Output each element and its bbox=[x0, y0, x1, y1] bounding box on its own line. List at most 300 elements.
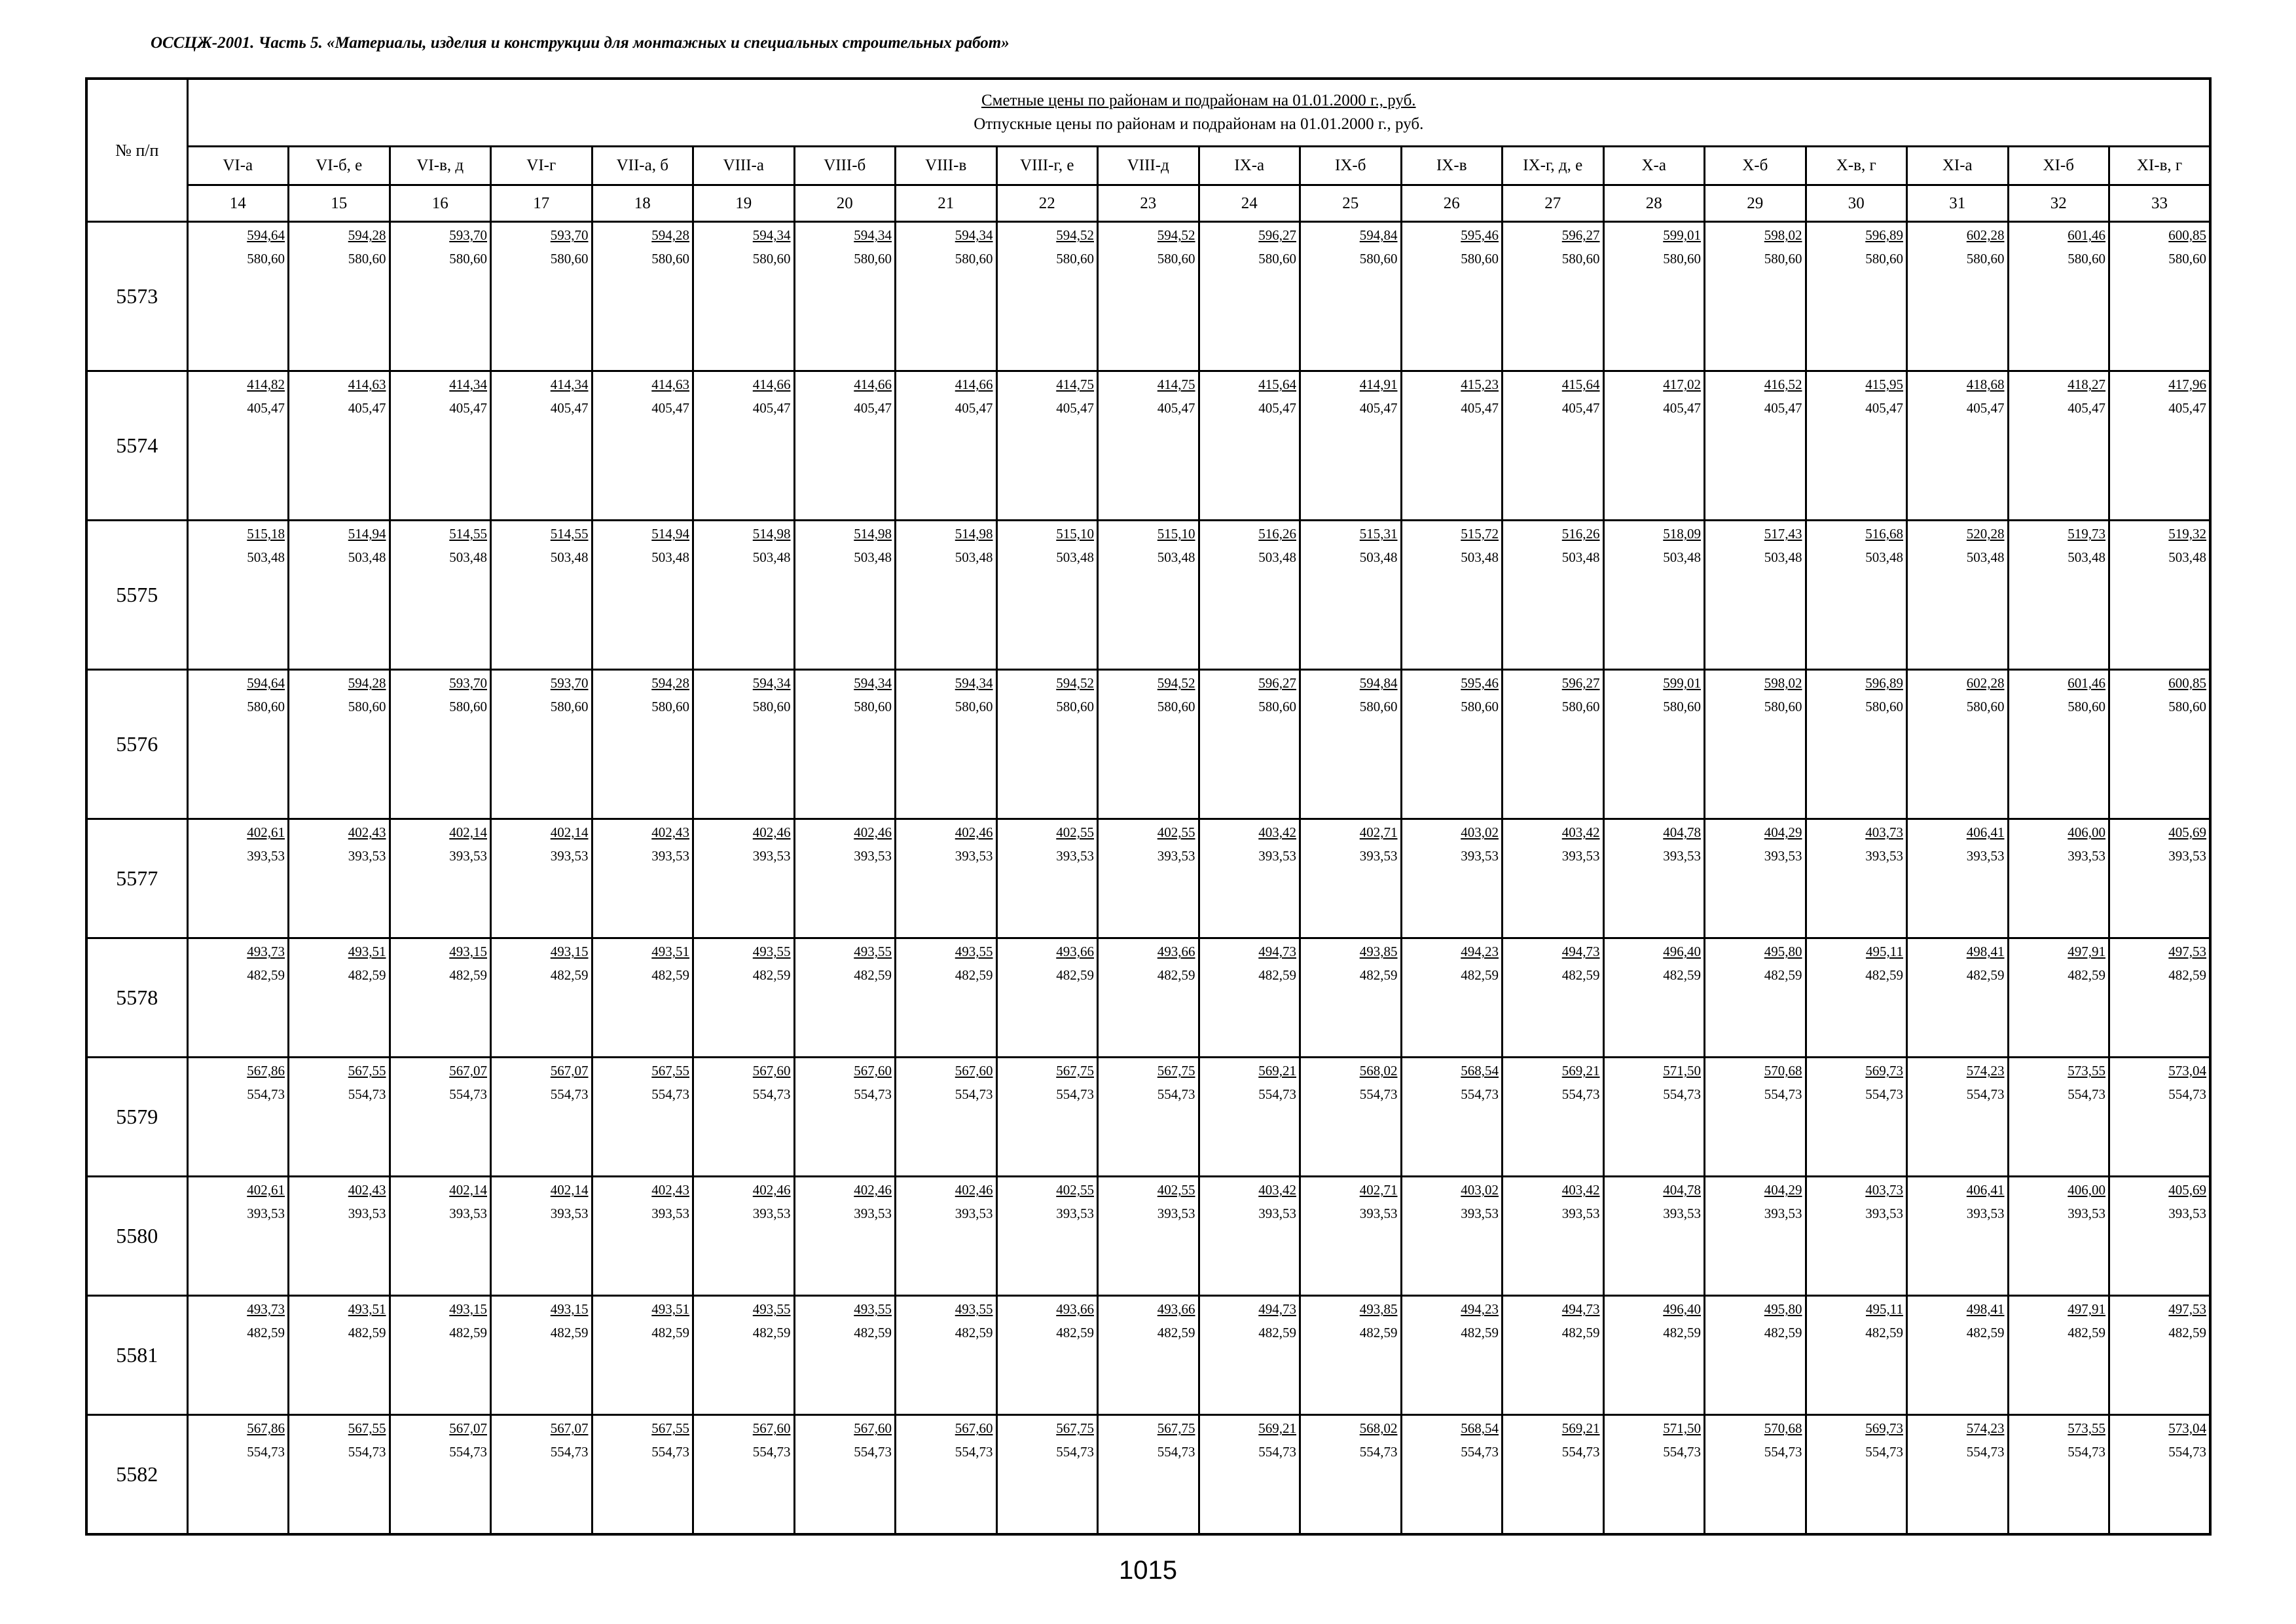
estimate-price: 493,55 bbox=[955, 944, 993, 959]
release-price: 554,73 bbox=[651, 1086, 689, 1102]
estimate-price: 403,02 bbox=[1461, 824, 1499, 840]
release-price: 405,47 bbox=[1359, 400, 1398, 416]
release-price: 482,59 bbox=[550, 967, 589, 983]
estimate-price: 493,51 bbox=[651, 944, 689, 959]
release-price: 554,73 bbox=[955, 1444, 993, 1460]
table-row bbox=[86, 1177, 2210, 1296]
price-cell bbox=[592, 938, 693, 1058]
release-price: 393,53 bbox=[1663, 848, 1701, 864]
column-number: 26 bbox=[1401, 185, 1503, 222]
region-header: VIII-в bbox=[896, 147, 997, 185]
column-number: 16 bbox=[390, 185, 491, 222]
price-cell bbox=[1401, 1415, 1503, 1535]
region-header: VIII-а bbox=[693, 147, 795, 185]
estimate-price: 594,34 bbox=[752, 227, 791, 243]
price-cell bbox=[1705, 371, 1806, 521]
price-cell bbox=[1503, 1296, 1604, 1415]
price-cell bbox=[1705, 521, 1806, 670]
release-price: 482,59 bbox=[1966, 1325, 2005, 1340]
price-cell bbox=[592, 1177, 693, 1296]
price-cell bbox=[1603, 819, 1705, 938]
price-cell bbox=[794, 819, 896, 938]
release-price: 554,73 bbox=[854, 1086, 892, 1102]
release-price: 393,53 bbox=[348, 1206, 386, 1221]
release-price: 405,47 bbox=[955, 400, 993, 416]
release-price: 393,53 bbox=[854, 1206, 892, 1221]
release-price: 482,59 bbox=[2168, 1325, 2207, 1340]
estimate-price: 414,75 bbox=[1056, 377, 1094, 392]
estimate-price: 404,78 bbox=[1663, 824, 1701, 840]
estimate-price: 514,98 bbox=[752, 526, 791, 542]
release-price: 554,73 bbox=[247, 1086, 285, 1102]
release-price: 482,59 bbox=[1258, 1325, 1296, 1340]
estimate-price: 594,34 bbox=[955, 675, 993, 691]
estimate-price: 493,51 bbox=[348, 1301, 386, 1317]
release-price: 482,59 bbox=[1561, 967, 1600, 983]
release-price: 554,73 bbox=[1561, 1086, 1600, 1102]
estimate-price: 498,41 bbox=[1966, 944, 2005, 959]
estimate-price: 493,55 bbox=[955, 1301, 993, 1317]
column-number: 30 bbox=[1806, 185, 1907, 222]
table-row bbox=[86, 521, 2210, 670]
release-price: 554,73 bbox=[1561, 1444, 1600, 1460]
price-cell bbox=[996, 670, 1098, 819]
estimate-price: 497,91 bbox=[2068, 1301, 2105, 1317]
price-cell bbox=[1603, 521, 1705, 670]
estimate-price: 514,98 bbox=[854, 526, 892, 542]
row-number: 5575 bbox=[86, 521, 187, 670]
estimate-price: 569,21 bbox=[1561, 1420, 1600, 1436]
price-cell bbox=[1199, 819, 1300, 938]
price-cell bbox=[896, 222, 997, 371]
price-cell bbox=[491, 222, 592, 371]
release-price: 482,59 bbox=[2068, 1325, 2105, 1340]
release-price: 580,60 bbox=[752, 251, 791, 267]
release-price: 482,59 bbox=[1561, 1325, 1600, 1340]
price-cell bbox=[592, 670, 693, 819]
price-cell bbox=[2008, 1058, 2109, 1177]
release-price: 580,60 bbox=[1865, 699, 1903, 714]
price-cell bbox=[1603, 938, 1705, 1058]
estimate-price: 402,55 bbox=[1056, 1182, 1094, 1198]
price-cell bbox=[2008, 1296, 2109, 1415]
row-number: 5577 bbox=[86, 819, 187, 938]
estimate-price: 514,55 bbox=[449, 526, 487, 542]
release-price: 393,53 bbox=[1056, 1206, 1094, 1221]
estimate-price: 403,73 bbox=[1865, 824, 1903, 840]
release-price: 405,47 bbox=[2168, 400, 2207, 416]
estimate-price: 416,52 bbox=[1764, 377, 1802, 392]
release-price: 482,59 bbox=[1157, 1325, 1195, 1340]
release-price: 393,53 bbox=[1764, 1206, 1802, 1221]
price-cell bbox=[491, 1177, 592, 1296]
price-cell bbox=[390, 938, 491, 1058]
price-cell bbox=[896, 819, 997, 938]
estimate-price: 414,63 bbox=[348, 377, 386, 392]
release-price: 554,73 bbox=[1359, 1086, 1398, 1102]
price-cell bbox=[1907, 1058, 2009, 1177]
price-cell bbox=[1300, 1177, 1402, 1296]
release-price: 554,73 bbox=[2068, 1444, 2105, 1460]
estimate-price: 516,68 bbox=[1865, 526, 1903, 542]
estimate-price: 402,46 bbox=[752, 824, 791, 840]
price-cell bbox=[1300, 1415, 1402, 1535]
release-price: 393,53 bbox=[1561, 848, 1600, 864]
estimate-price: 495,11 bbox=[1866, 944, 1903, 959]
release-price: 482,59 bbox=[1966, 967, 2005, 983]
estimate-price: 495,80 bbox=[1764, 944, 1802, 959]
release-price: 503,48 bbox=[1865, 549, 1903, 565]
price-cell bbox=[693, 521, 795, 670]
release-price: 393,53 bbox=[1258, 848, 1296, 864]
release-price: 503,48 bbox=[247, 549, 285, 565]
release-price: 393,53 bbox=[449, 848, 487, 864]
estimate-price: 594,34 bbox=[752, 675, 791, 691]
estimate-price: 569,21 bbox=[1561, 1063, 1600, 1079]
column-number: 21 bbox=[896, 185, 997, 222]
estimate-price: 493,15 bbox=[550, 1301, 589, 1317]
release-price: 405,47 bbox=[449, 400, 487, 416]
release-price: 482,59 bbox=[1461, 967, 1499, 983]
estimate-price: 403,42 bbox=[1258, 824, 1296, 840]
price-cell bbox=[794, 521, 896, 670]
release-price: 503,48 bbox=[1561, 549, 1600, 565]
price-cell bbox=[592, 222, 693, 371]
price-cell bbox=[1300, 371, 1402, 521]
price-cell bbox=[289, 819, 390, 938]
release-price: 393,53 bbox=[550, 848, 589, 864]
price-cell bbox=[592, 1296, 693, 1415]
release-price: 554,73 bbox=[550, 1444, 589, 1460]
price-cell bbox=[1907, 1177, 2009, 1296]
release-price: 554,73 bbox=[955, 1086, 993, 1102]
estimate-price: 573,04 bbox=[2168, 1063, 2207, 1079]
estimate-price: 493,55 bbox=[752, 1301, 791, 1317]
release-price: 503,48 bbox=[348, 549, 386, 565]
release-price: 393,53 bbox=[651, 1206, 689, 1221]
price-cell bbox=[491, 521, 592, 670]
price-cell bbox=[1503, 670, 1604, 819]
row-number: 5580 bbox=[86, 1177, 187, 1296]
column-number: 17 bbox=[491, 185, 592, 222]
price-cell bbox=[2008, 371, 2109, 521]
estimate-price: 402,61 bbox=[247, 1182, 285, 1198]
price-cell bbox=[1401, 521, 1503, 670]
estimate-price: 594,34 bbox=[854, 227, 892, 243]
column-number: 23 bbox=[1098, 185, 1199, 222]
price-cell bbox=[1603, 1058, 1705, 1177]
price-cell bbox=[693, 670, 795, 819]
price-cell bbox=[996, 222, 1098, 371]
release-price: 393,53 bbox=[1663, 1206, 1701, 1221]
estimate-price: 493,51 bbox=[651, 1301, 689, 1317]
estimate-price: 493,85 bbox=[1359, 944, 1398, 959]
price-cell bbox=[2109, 819, 2211, 938]
release-price: 482,59 bbox=[1258, 967, 1296, 983]
release-price: 503,48 bbox=[955, 549, 993, 565]
estimate-price: 594,64 bbox=[247, 675, 285, 691]
release-price: 482,59 bbox=[550, 1325, 589, 1340]
table-row bbox=[86, 222, 2210, 371]
price-cell bbox=[289, 1177, 390, 1296]
estimate-price: 405,69 bbox=[2168, 1182, 2207, 1198]
estimate-price: 402,14 bbox=[550, 1182, 589, 1198]
estimate-price: 594,52 bbox=[1157, 675, 1195, 691]
price-cell bbox=[2109, 938, 2211, 1058]
release-price: 554,73 bbox=[1663, 1086, 1701, 1102]
region-header: VI-г bbox=[491, 147, 592, 185]
column-number: 22 bbox=[996, 185, 1098, 222]
estimate-price: 494,73 bbox=[1561, 1301, 1600, 1317]
price-cell bbox=[1300, 521, 1402, 670]
release-price: 580,60 bbox=[247, 251, 285, 267]
estimate-price: 414,75 bbox=[1157, 377, 1195, 392]
price-cell bbox=[2109, 1415, 2211, 1535]
estimate-price: 574,23 bbox=[1966, 1420, 2005, 1436]
estimate-price: 402,14 bbox=[449, 1182, 487, 1198]
release-price: 503,48 bbox=[651, 549, 689, 565]
estimate-price: 598,02 bbox=[1764, 675, 1802, 691]
estimate-price: 598,02 bbox=[1764, 227, 1802, 243]
release-price: 482,59 bbox=[449, 1325, 487, 1340]
price-cell bbox=[1199, 938, 1300, 1058]
price-caption bbox=[187, 79, 2210, 147]
price-cell bbox=[1705, 222, 1806, 371]
release-price: 405,47 bbox=[1056, 400, 1094, 416]
price-cell bbox=[1199, 1177, 1300, 1296]
estimate-price: 515,72 bbox=[1461, 526, 1499, 542]
release-price: 393,53 bbox=[1258, 1206, 1296, 1221]
release-price: 554,73 bbox=[348, 1444, 386, 1460]
release-price: 405,47 bbox=[651, 400, 689, 416]
release-price: 393,53 bbox=[1966, 1206, 2005, 1221]
region-row bbox=[86, 147, 2210, 185]
price-cell bbox=[1503, 1177, 1604, 1296]
estimate-price: 574,23 bbox=[1966, 1063, 2005, 1079]
price-cell bbox=[491, 1058, 592, 1177]
price-cell bbox=[491, 1415, 592, 1535]
release-price: 580,60 bbox=[1359, 251, 1398, 267]
release-price: 580,60 bbox=[348, 699, 386, 714]
price-cell bbox=[1199, 222, 1300, 371]
release-price: 503,48 bbox=[1461, 549, 1499, 565]
release-price: 393,53 bbox=[1865, 848, 1903, 864]
price-cell bbox=[2109, 1177, 2211, 1296]
estimate-price: 493,51 bbox=[348, 944, 386, 959]
release-price: 393,53 bbox=[955, 848, 993, 864]
table-row bbox=[86, 1296, 2210, 1415]
release-price: 580,60 bbox=[1359, 699, 1398, 714]
price-cell bbox=[1300, 222, 1402, 371]
price-cell bbox=[390, 670, 491, 819]
estimate-price: 402,43 bbox=[348, 1182, 386, 1198]
release-price: 393,53 bbox=[449, 1206, 487, 1221]
estimate-price: 596,27 bbox=[1561, 675, 1600, 691]
estimate-price: 596,89 bbox=[1865, 675, 1903, 691]
price-cell bbox=[390, 1058, 491, 1177]
estimate-price: 417,02 bbox=[1663, 377, 1701, 392]
column-number: 32 bbox=[2008, 185, 2109, 222]
estimate-price: 596,27 bbox=[1258, 227, 1296, 243]
price-cell bbox=[491, 1296, 592, 1415]
column-number: 14 bbox=[187, 185, 289, 222]
estimate-price: 594,34 bbox=[854, 675, 892, 691]
price-cell bbox=[187, 521, 289, 670]
release-price: 554,73 bbox=[1663, 1444, 1701, 1460]
release-price: 405,47 bbox=[1764, 400, 1802, 416]
release-price: 482,59 bbox=[1865, 1325, 1903, 1340]
price-cell bbox=[996, 938, 1098, 1058]
release-price: 580,60 bbox=[2068, 251, 2105, 267]
estimate-price: 570,68 bbox=[1764, 1420, 1802, 1436]
release-price: 580,60 bbox=[1258, 251, 1296, 267]
price-cell bbox=[390, 1415, 491, 1535]
release-price: 393,53 bbox=[247, 848, 285, 864]
estimate-price: 567,60 bbox=[752, 1420, 791, 1436]
release-price: 580,60 bbox=[1056, 699, 1094, 714]
estimate-price: 404,78 bbox=[1663, 1182, 1701, 1198]
price-cell bbox=[1098, 371, 1199, 521]
estimate-price: 414,82 bbox=[247, 377, 285, 392]
release-price: 503,48 bbox=[1663, 549, 1701, 565]
release-price: 554,73 bbox=[550, 1086, 589, 1102]
price-cell bbox=[1199, 670, 1300, 819]
release-price: 393,53 bbox=[1359, 1206, 1398, 1221]
region-header: VIII-б bbox=[794, 147, 896, 185]
release-price: 503,48 bbox=[1359, 549, 1398, 565]
estimate-price: 493,85 bbox=[1359, 1301, 1398, 1317]
price-cell bbox=[289, 670, 390, 819]
release-price: 554,73 bbox=[1056, 1444, 1094, 1460]
release-price: 482,59 bbox=[955, 1325, 993, 1340]
region-header: X-в, г bbox=[1806, 147, 1907, 185]
release-price: 580,60 bbox=[2068, 699, 2105, 714]
table-row bbox=[86, 819, 2210, 938]
price-cell bbox=[1806, 938, 1907, 1058]
estimate-price: 402,14 bbox=[550, 824, 589, 840]
estimate-price: 402,46 bbox=[854, 1182, 892, 1198]
column-number: 20 bbox=[794, 185, 896, 222]
estimate-price: 497,91 bbox=[2068, 944, 2105, 959]
estimate-price: 573,04 bbox=[2168, 1420, 2207, 1436]
release-price: 580,60 bbox=[1056, 251, 1094, 267]
release-price: 393,53 bbox=[2168, 848, 2207, 864]
estimate-price: 568,54 bbox=[1461, 1420, 1499, 1436]
release-price: 580,60 bbox=[247, 699, 285, 714]
price-cell bbox=[996, 371, 1098, 521]
estimate-price: 516,26 bbox=[1258, 526, 1296, 542]
estimate-price: 567,07 bbox=[550, 1420, 589, 1436]
estimate-price: 567,55 bbox=[651, 1063, 689, 1079]
region-header: XI-б bbox=[2008, 147, 2109, 185]
release-price: 503,48 bbox=[854, 549, 892, 565]
release-price: 393,53 bbox=[1966, 848, 2005, 864]
release-price: 405,47 bbox=[1258, 400, 1296, 416]
price-cell bbox=[1705, 1296, 1806, 1415]
estimate-price: 569,21 bbox=[1258, 1420, 1296, 1436]
release-price: 580,60 bbox=[1561, 251, 1600, 267]
estimate-price: 594,52 bbox=[1056, 227, 1094, 243]
price-cell bbox=[289, 1415, 390, 1535]
price-cell bbox=[794, 371, 896, 521]
price-cell bbox=[996, 1296, 1098, 1415]
release-price: 393,53 bbox=[348, 848, 386, 864]
release-price: 503,48 bbox=[2168, 549, 2207, 565]
release-price: 554,73 bbox=[348, 1086, 386, 1102]
estimate-price: 515,10 bbox=[1157, 526, 1195, 542]
price-cell bbox=[1907, 819, 2009, 938]
release-price: 503,48 bbox=[752, 549, 791, 565]
price-cell bbox=[896, 1058, 997, 1177]
estimate-price: 514,94 bbox=[651, 526, 689, 542]
release-price: 554,73 bbox=[1157, 1444, 1195, 1460]
estimate-price: 494,73 bbox=[1258, 944, 1296, 959]
price-cell bbox=[289, 521, 390, 670]
estimate-price: 596,89 bbox=[1865, 227, 1903, 243]
release-price: 580,60 bbox=[854, 251, 892, 267]
estimate-price: 514,98 bbox=[955, 526, 993, 542]
price-cell bbox=[1806, 371, 1907, 521]
estimate-price: 571,50 bbox=[1663, 1063, 1701, 1079]
release-price: 405,47 bbox=[1663, 400, 1701, 416]
price-cell bbox=[1401, 938, 1503, 1058]
estimate-price: 594,28 bbox=[651, 675, 689, 691]
estimate-price: 494,73 bbox=[1258, 1301, 1296, 1317]
release-price: 393,53 bbox=[1561, 1206, 1600, 1221]
price-cell bbox=[1603, 670, 1705, 819]
estimate-price: 594,64 bbox=[247, 227, 285, 243]
estimate-price: 593,70 bbox=[449, 227, 487, 243]
estimate-price: 594,28 bbox=[651, 227, 689, 243]
price-cell bbox=[1806, 670, 1907, 819]
estimate-price: 568,02 bbox=[1359, 1420, 1398, 1436]
release-price: 503,48 bbox=[1056, 549, 1094, 565]
price-cell bbox=[1503, 819, 1604, 938]
row-number: 5578 bbox=[86, 938, 187, 1058]
price-cell bbox=[794, 222, 896, 371]
estimate-price: 493,73 bbox=[247, 1301, 285, 1317]
price-cell bbox=[1300, 819, 1402, 938]
release-price: 482,59 bbox=[854, 967, 892, 983]
price-cell bbox=[1503, 521, 1604, 670]
release-price: 580,60 bbox=[1764, 251, 1802, 267]
estimate-price: 406,00 bbox=[2068, 824, 2105, 840]
release-price: 554,73 bbox=[247, 1444, 285, 1460]
release-price: 393,53 bbox=[1865, 1206, 1903, 1221]
estimate-price: 599,01 bbox=[1663, 227, 1701, 243]
release-price: 554,73 bbox=[1258, 1444, 1296, 1460]
release-price: 580,60 bbox=[955, 699, 993, 714]
estimate-price: 567,60 bbox=[752, 1063, 791, 1079]
estimate-price: 405,69 bbox=[2168, 824, 2207, 840]
price-cell bbox=[1907, 1415, 2009, 1535]
release-price: 482,59 bbox=[1663, 1325, 1701, 1340]
release-price: 554,73 bbox=[2168, 1444, 2207, 1460]
release-price: 393,53 bbox=[1056, 848, 1094, 864]
price-cell bbox=[390, 371, 491, 521]
price-cell bbox=[491, 670, 592, 819]
release-price: 393,53 bbox=[752, 848, 791, 864]
price-cell bbox=[1401, 819, 1503, 938]
price-cell bbox=[2008, 938, 2109, 1058]
estimate-price: 573,55 bbox=[2068, 1420, 2105, 1436]
price-cell bbox=[390, 1177, 491, 1296]
release-price: 482,59 bbox=[2168, 967, 2207, 983]
price-cell bbox=[693, 938, 795, 1058]
price-cell bbox=[1401, 222, 1503, 371]
release-price: 482,59 bbox=[1157, 967, 1195, 983]
estimate-price: 569,73 bbox=[1865, 1420, 1903, 1436]
